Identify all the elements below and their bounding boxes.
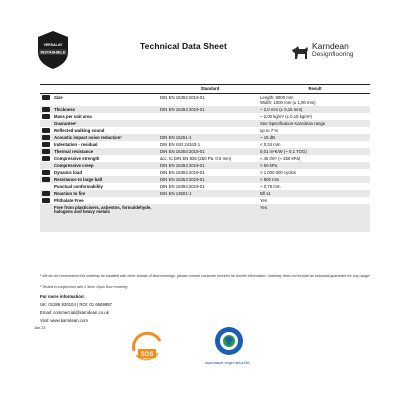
property-label-text: Indentation - residual bbox=[54, 141, 98, 147]
result-cell bbox=[260, 197, 370, 204]
contact-heading: For more information: bbox=[40, 294, 85, 299]
table-row bbox=[40, 169, 370, 176]
property-label bbox=[40, 148, 160, 154]
result-line: Yes bbox=[260, 197, 268, 203]
property-label bbox=[40, 197, 160, 203]
property-label bbox=[40, 204, 160, 214]
table-row bbox=[40, 94, 370, 106]
standard-cell bbox=[160, 113, 260, 115]
table-row bbox=[40, 204, 370, 232]
property-label bbox=[40, 113, 160, 119]
standard-cell: DIN EN 16354:2019-01 bbox=[160, 183, 205, 189]
result-cell bbox=[260, 176, 370, 183]
property-label bbox=[40, 120, 160, 126]
technical-data-table bbox=[40, 84, 370, 232]
instashield-badge-icon bbox=[36, 30, 70, 70]
property-label-text: Reaction to fire bbox=[54, 190, 86, 196]
property-icon bbox=[42, 95, 50, 100]
result-cell bbox=[260, 204, 370, 211]
property-label bbox=[40, 183, 160, 189]
result-line: > 50 kPa bbox=[260, 162, 278, 168]
standard-cell: DIN EN 16354:2019-01 bbox=[160, 162, 205, 168]
table-body bbox=[40, 94, 370, 232]
property-label-text: Thermal resistance bbox=[54, 148, 94, 154]
property-icon bbox=[42, 128, 50, 133]
standard-cell: DIN EN 16354:2019-01 bbox=[160, 169, 205, 175]
result-cell bbox=[260, 148, 370, 155]
standard-cell: acc. to DIN EN 826 (250 Pa, 0,5 mm) bbox=[160, 155, 232, 161]
table-row bbox=[40, 148, 370, 155]
table-row bbox=[40, 113, 370, 120]
result-cell bbox=[260, 127, 370, 134]
dog-logo-icon bbox=[290, 43, 310, 61]
property-label-text: Size bbox=[54, 94, 63, 100]
property-icon bbox=[42, 149, 50, 154]
property-label bbox=[40, 134, 160, 140]
table-row bbox=[40, 120, 370, 127]
table-row bbox=[40, 197, 370, 204]
result-cell bbox=[260, 162, 370, 169]
standard-cell: DIN EN 16251-1 bbox=[160, 134, 192, 140]
result-line: Width: 1000 mm (± 1,00 mm) bbox=[260, 99, 316, 105]
property-label bbox=[40, 162, 160, 168]
property-icon bbox=[42, 191, 50, 196]
property-label bbox=[40, 106, 160, 112]
property-label-text: Acoustic impact noise reduction² bbox=[54, 134, 122, 140]
property-label bbox=[40, 155, 160, 161]
standard-cell: DIN EN ISO 24343-1 bbox=[160, 141, 201, 147]
standard-cell: DIN EN 16354:2019-01 bbox=[160, 176, 205, 182]
result-line: Bfl s1 bbox=[260, 190, 271, 196]
property-icon bbox=[42, 107, 50, 112]
result-line: < 0,34 mm bbox=[260, 141, 281, 147]
result-cell bbox=[260, 106, 370, 113]
footnote-1: ¹ We do not recommend this underlay be installed with other brands of floorcoverings, please contact customer services for further information. Underlay does not include an industrial guarantee for any usage bbox=[40, 274, 370, 278]
result-cell bbox=[260, 169, 370, 176]
result-line: 0,01 m²K/W (~ 0,1 TOG) bbox=[260, 148, 307, 154]
table-row bbox=[40, 106, 370, 113]
result-cell bbox=[260, 94, 370, 106]
table-row bbox=[40, 134, 370, 141]
table-row bbox=[40, 127, 370, 134]
result-cell bbox=[260, 134, 370, 141]
property-icon bbox=[42, 198, 50, 203]
table-header bbox=[40, 84, 370, 94]
brand-subtitle: Designflooring bbox=[312, 51, 354, 58]
brand-name: Karndean bbox=[312, 41, 349, 51]
table-row bbox=[40, 176, 370, 183]
standard-cell bbox=[160, 197, 260, 199]
result-line: up to 7 % bbox=[260, 127, 279, 133]
svg-text:SGS: SGS bbox=[140, 352, 154, 358]
column-header-result: Result bbox=[308, 85, 322, 91]
result-line: > 800 mm bbox=[260, 176, 280, 182]
standard-cell: DIN EN 16354:2019-01 bbox=[160, 106, 205, 112]
result-cell bbox=[260, 141, 370, 148]
property-icon bbox=[42, 156, 50, 161]
result-cell bbox=[260, 120, 370, 127]
property-label bbox=[40, 190, 160, 196]
svg-text:VERSALAY: VERSALAY bbox=[43, 43, 63, 47]
contact-phone: UK: 01386 820104 | ROI: 01 6569887 bbox=[40, 302, 113, 307]
property-label bbox=[40, 176, 160, 182]
standard-cell bbox=[160, 120, 260, 122]
page-title: Technical Data Sheet bbox=[140, 41, 227, 51]
contact-website[interactable]: Visit: www.karndean.com bbox=[40, 318, 88, 323]
property-icon bbox=[42, 142, 50, 147]
property-label bbox=[40, 127, 160, 133]
property-label-text: Phthalate Free bbox=[54, 197, 84, 203]
property-label-text: Punctual conformability bbox=[54, 183, 103, 189]
sgs-certification-logo bbox=[128, 327, 166, 365]
property-label-text: Free from plasticisers, asbestos, formaldehyde, halogens and heavy metals bbox=[54, 204, 152, 214]
result-line: Yes bbox=[260, 204, 268, 210]
property-label-text: Guarantee¹ bbox=[54, 120, 77, 126]
svg-text:INSTASHIELD: INSTASHIELD bbox=[40, 50, 66, 55]
property-label-text: Resistance to large ball bbox=[54, 176, 103, 182]
result-line: ~ 2,00 kg/m² (± 0,15 kg/m²) bbox=[260, 113, 312, 119]
result-line: ~ 2,0 mm (± 0,15 mm) bbox=[260, 106, 303, 112]
result-line: Length: 8000 mm bbox=[260, 94, 294, 100]
result-line: > 1 000 000 cycles bbox=[260, 169, 296, 175]
table-row bbox=[40, 183, 370, 190]
contact-block bbox=[40, 293, 112, 325]
result-line: See Specification Karndean range bbox=[260, 120, 326, 126]
property-icon bbox=[42, 177, 50, 182]
result-line: ≈ 45 t/m² (≈ 450 kPa) bbox=[260, 155, 301, 161]
column-header-property bbox=[40, 85, 160, 93]
brand-logo bbox=[290, 41, 370, 63]
result-cell bbox=[260, 113, 370, 120]
standard-cell: DIN EN 16354:2019-01 bbox=[160, 94, 205, 100]
property-label-text: Thickness bbox=[54, 106, 76, 112]
result-cell bbox=[260, 183, 370, 190]
standard-cell bbox=[160, 204, 260, 206]
result-line: ~ 15 dB bbox=[260, 134, 275, 140]
standard-cell bbox=[160, 127, 260, 129]
result-line: ~ 0,79 mm bbox=[260, 183, 281, 189]
property-label-text: Mass per unit area bbox=[54, 113, 92, 119]
table-row bbox=[40, 141, 370, 148]
property-label bbox=[40, 141, 160, 147]
property-label-text: Compressive creep bbox=[54, 162, 94, 168]
table-row bbox=[40, 162, 370, 169]
standard-cell: DIN EN 13501-1 bbox=[160, 190, 192, 196]
property-label bbox=[40, 169, 160, 175]
property-label-text: Compressive strength bbox=[54, 155, 100, 161]
footnote-2: ² Tested in conjunction with 2.5mm Opus floor covering bbox=[40, 285, 128, 289]
property-label-text: Reflected walking sound bbox=[54, 127, 105, 133]
property-icon bbox=[42, 170, 50, 175]
standard-cell: DIN EN 16354:2019-01 bbox=[160, 148, 205, 154]
result-cell bbox=[260, 190, 370, 197]
issue-date: Jan 23 bbox=[34, 326, 46, 330]
column-header-standard: Standard bbox=[200, 85, 220, 91]
result-cell bbox=[260, 155, 370, 162]
property-label bbox=[40, 94, 160, 100]
table-row bbox=[40, 155, 370, 162]
contact-email[interactable]: Email: commercial@karndean.co.uk bbox=[40, 310, 109, 315]
blue-angel-logo-icon bbox=[214, 326, 244, 356]
blue-angel-link[interactable]: www.blauer-engel.de/uz156 bbox=[205, 361, 250, 365]
property-icon bbox=[42, 114, 50, 119]
property-label-text: Dynamic load bbox=[54, 169, 82, 175]
property-icon bbox=[42, 135, 50, 140]
table-row bbox=[40, 190, 370, 197]
